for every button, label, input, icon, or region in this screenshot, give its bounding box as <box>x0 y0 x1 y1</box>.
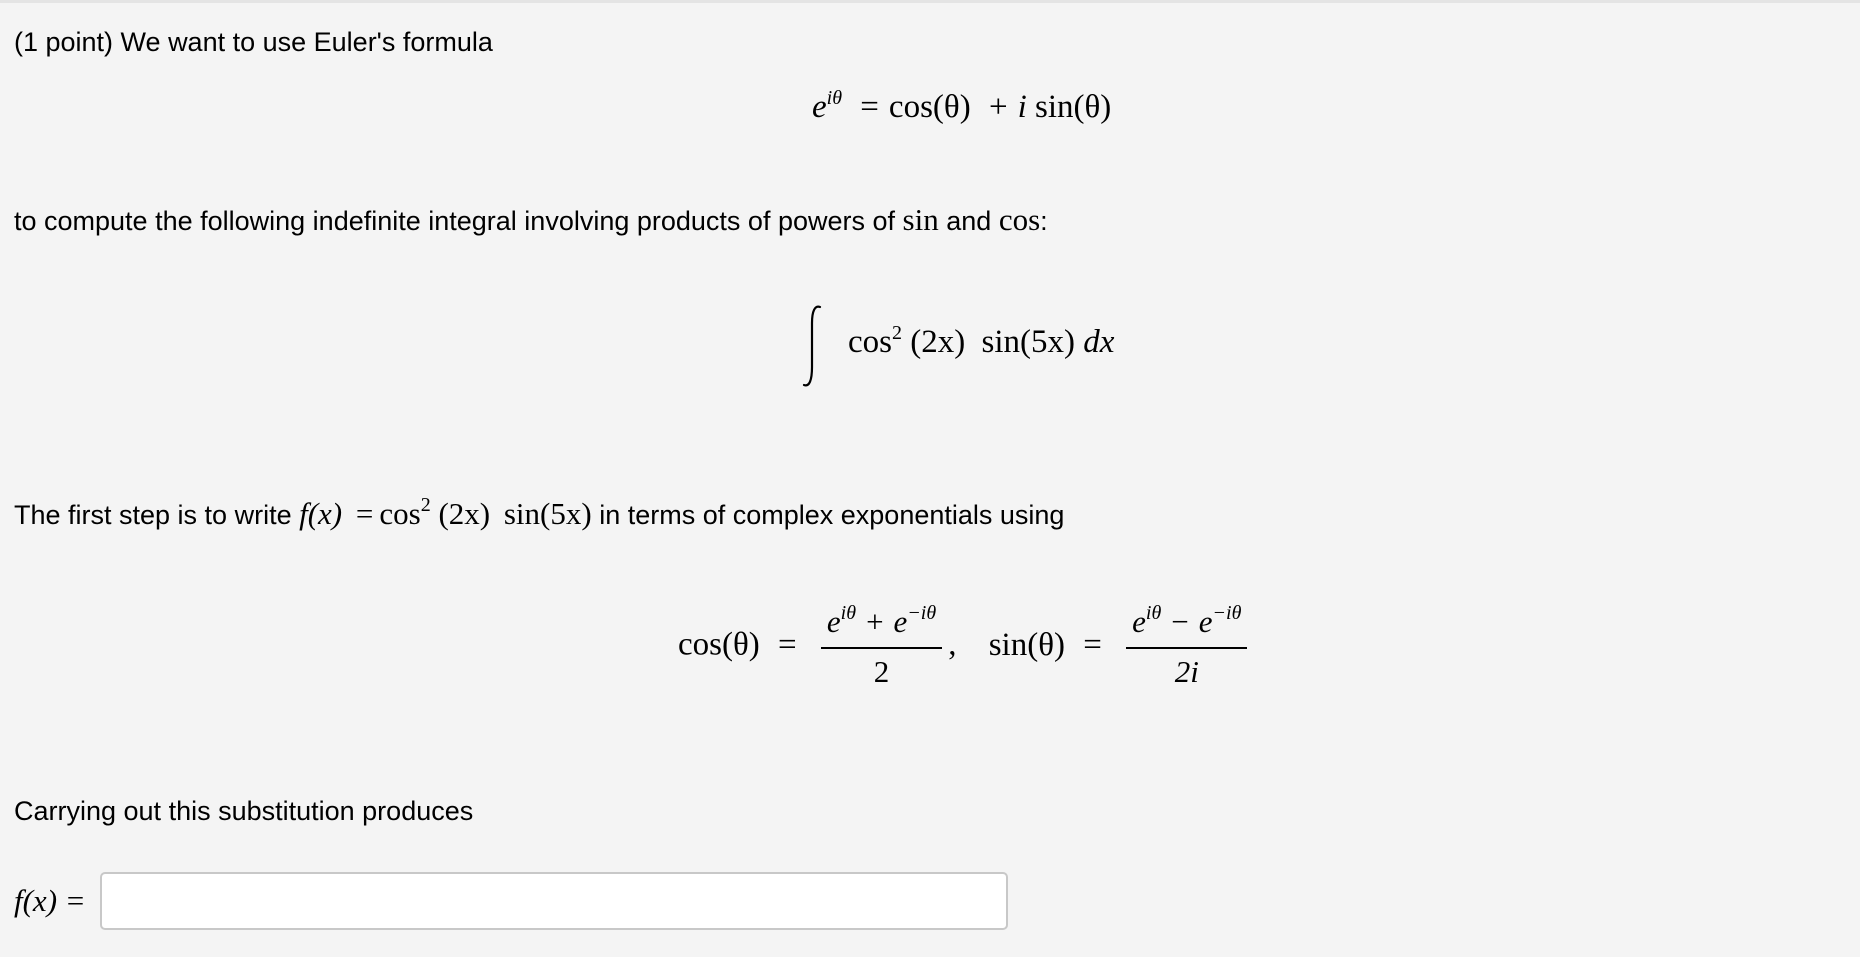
euler-i: i <box>1017 89 1027 125</box>
euler-exponent: iθ <box>826 87 843 109</box>
identity-cos-fraction <box>821 603 942 691</box>
sin-num-exp1: iθ <box>1145 602 1162 624</box>
inline-f-expression <box>299 496 592 531</box>
sentence3-suffix: in terms of complex exponentials using <box>599 500 1065 530</box>
identity-sin-denominator: 2i <box>1174 654 1199 689</box>
euler-base: e <box>812 89 827 125</box>
identity-cos-denominator: 2 <box>873 654 890 689</box>
sentence2-sin: sin <box>902 202 939 237</box>
sin-num-op: − <box>1171 604 1189 639</box>
identity-sin-numerator <box>1126 603 1247 649</box>
identity-cos-numerator <box>821 603 942 649</box>
integral-sign <box>800 303 826 389</box>
problem-container <box>0 3 1860 957</box>
inline-f-power: 2 <box>420 494 431 516</box>
euler-equals: = <box>860 89 879 125</box>
answer-row <box>14 871 1008 931</box>
inline-f-equals: = <box>355 496 374 531</box>
sentence3-prefix: The first step is to write <box>14 500 292 530</box>
sentence2-and: and <box>946 206 992 236</box>
euler-formula <box>812 89 1111 126</box>
identity-sin-fraction <box>1126 603 1247 691</box>
euler-plus: + <box>988 89 1008 125</box>
cos-num-e2: e <box>893 604 908 639</box>
euler-cos: cos(θ) <box>888 89 971 125</box>
identity-comma: , <box>948 626 957 663</box>
identity-cos-lhs: cos(θ) <box>678 626 760 663</box>
integral-power: 2 <box>892 322 902 344</box>
sentence2-cos: cos <box>998 202 1041 237</box>
integral-dx: dx <box>1083 324 1115 360</box>
sentence2-colon: : <box>1040 206 1048 236</box>
exponential-identities <box>678 603 1253 691</box>
integral-expression <box>848 324 1114 361</box>
sin-num-exp2: −iθ <box>1212 602 1242 624</box>
cos-num-exp1: iθ <box>840 602 857 624</box>
euler-sin: sin(θ) <box>1035 89 1112 125</box>
integral-sin: sin(5x) <box>981 324 1075 360</box>
sentence2-prefix: to compute the following indefinite integral involving products of powers of <box>14 206 896 236</box>
answer-label: f(x) = <box>14 883 86 918</box>
integral-cos-arg: (2x) <box>910 324 966 360</box>
identity-cos-equals: = <box>778 626 797 663</box>
problem-intro: (1 point) We want to use Euler's formula <box>14 27 493 57</box>
sin-num-e2: e <box>1198 604 1213 639</box>
identity-sin-equals: = <box>1083 626 1102 663</box>
integral-cos: cos <box>848 324 892 360</box>
inline-f-cos: cos <box>379 496 421 531</box>
sin-num-e1: e <box>1132 604 1146 639</box>
inline-f-sin: sin(5x) <box>503 496 592 531</box>
inline-f-lhs: f(x) <box>299 496 343 531</box>
cos-num-exp2: −iθ <box>907 602 937 624</box>
identity-sin-lhs: sin(θ) <box>988 626 1065 663</box>
cos-num-op: + <box>866 604 884 639</box>
problem-sentence-4: Carrying out this substitution produces <box>14 796 474 826</box>
answer-input[interactable] <box>100 872 1008 930</box>
problem-sentence-2 <box>14 203 1048 238</box>
cos-num-e1: e <box>826 604 841 639</box>
inline-f-cos-arg: (2x) <box>438 496 491 531</box>
problem-sentence-3 <box>14 494 1065 532</box>
